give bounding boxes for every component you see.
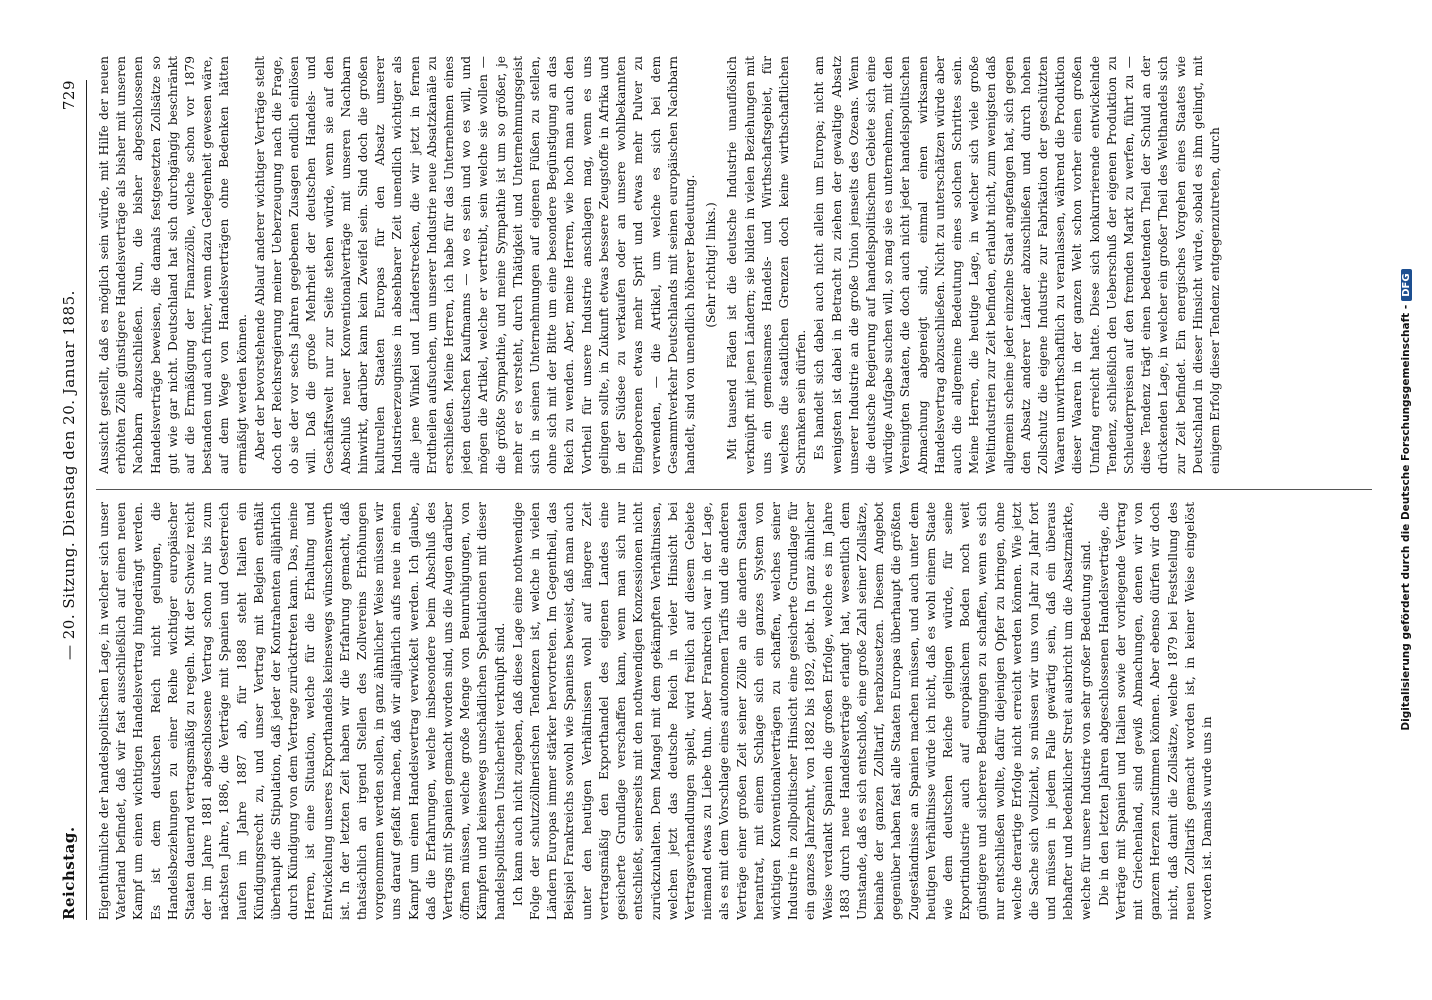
paragraph: Aber der bevorstehende Ablauf anderer wichtiger Verträge stellt doch der Reichsregierung meiner Ueberzeugung nach die Frage, ob sie der vor sechs Jahren gegebenen Zusagen endlich einlösen will. Daß die große Mehrheit der deutschen Handels- und Geschäftswelt nur zur Seite stehen würde, wenn sie auf den Abschluß neuer Konventionalverträge mit unseren Nachbarn hinwirkt, darüber kann kein Zweifel sein. Sind doch die großen kulturellen Staaten Europas für den Absatz unserer Industrieerzeugnisse in absehbarer Zeit unendlich wichtiger als alle jene Winkel und Länderstrecken, die wir jetzt in fernen Erdtheilen aufsuchen, um unserer Industrie neue Absatzkanäle zu erschließen. Meine Herren, ich habe für das Unternehmen eines jeden deutschen Kaufmanns — wo es sein und wo es will, und mögen die Artikel, welche er vertreibt, sein welche sie wollen — die größte Sympathie, und meine Sympathie ist um so größer, je mehr er es versteht, durch Thätigkeit und Unternehmungsgeist sich in seinen Unternehmungen auf eigenen Füßen zu stellen, ohne sich mit der Bitte um eine besondere Begünstigung an das Reich zu wenden. Aber, meine Herren, wie hoch man auch den Vortheil für unsere Industrie anschlagen mag, wenn es uns gelingen sollte, in Zukunft etwas bessere Zeugstoffe in Afrika und in der Südsee zu verkaufen oder an unsere wohlbekannten Eingeborenen etwas mehr Sprit und etwas mehr Pulver zu verwenden, — die Artikel, um welche es sich bei dem Gesammtverkehr Deutschlands mit seinen europäischen Nachbarn handelt, sind von unendlich höherer Bedeutung. [252, 56, 697, 474]
digitization-credit [1388, 20, 1428, 980]
column-divider [96, 489, 1372, 490]
paragraph: Mit tausend Fäden ist die deutsche Industrie unauflöslich verknüpft mit jenen Ländern; sie bilden in vielen Beziehungen mit uns ein gemeinsames Handels- und Wirthschaftsgebiet, für welches die staatlichen Grenzen doch keine wirthschaftlichen Schranken sein dürfen. [725, 56, 809, 474]
paragraph: Eigenthümliche der handelspolitischen Lage, in welcher sich unser Vaterland befindet, daß wir fast ausschließlich auf einen neuen Kampf um einen wichtigen Handelsvertrag hingedrängt werden. Es ist dem deutschen Reich nicht gelungen, die Handelsbeziehungen zu einer Reihe wichtiger europäischer Staaten dauernd vertragsmäßig zu regeln. Mit der Schweiz reicht der im Jahre 1881 abgeschlossene Vertrag schon nur bis zum nächsten Jahre, 1886, die Verträge mit Spanien und Oesterreich laufen im Jahre 1887 ab, für 1888 steht Italien ein Kündigungsrecht zu, und unser Vertrag mit Belgien enthält überhaupt die Stipulation, daß jeder der Kontrahenten alljährlich durch Kündigung von dem Vertrage zurücktreten kann. Das, meine Herren, ist eine Situation, welche für die Erhaltung und Entwickelung unseres Exporthandels keineswegs wünschenswerth ist. In der letzten Zeit haben wir die Erfahrung gemacht, daß thatsächlich an irgend Stellen des Zollvereins Erhöhungen vorgenommen werden sollen, in ganz ähnlicher Weise müssen wir uns darauf gefaßt machen, daß wir alljährlich aufs neue in einen Kampf um einen Handelsvertrag verwickelt werden. Ich glaube, daß die Erfahrungen, welche insbesondere beim Abschluß des Vertrags mit Spanien gemacht worden sind, uns die Augen darüber öffnen müssen, welche große Menge von Beunruhigungen, von Kämpfen und keineswegs unschädlichen Spekulationen mit dieser handelspolitischen Unsicherheit verknüpft sind. [97, 502, 507, 920]
header-center: — 20. Sitzung. Dienstag den 20. Januar 1885. [60, 290, 78, 660]
running-header [60, 80, 84, 920]
header-left: Reichstag. [60, 826, 78, 920]
interjection: (Sehr richtig! links.) [704, 202, 719, 328]
paragraph: Ich kann auch nicht zugeben, daß diese Lage eine nothwendige Folge der schutzzöllnerischen Tendenzen ist, welche in vielen Ländern Europas immer stärker hervortreten. Im Gegentheil, das Beispiel Frankreichs sowohl wie Spaniens beweist, daß man auch unter den heutigen Verhältnissen wohl auf längere Zeit vertragsmäßig den Exporthandel des eigenen Landes eine gesicherte Grundlage verschaffen kann, wenn man sich nur entschließt, seinerseits mit den nothwendigen Konzessionen nicht zurückzuhalten. Dem Mangel mit dem gekämpften Verhältnissen, welchen jetzt das deutsche Reich in vieler Hinsicht bei Vertragsverhandlungen spielt, wird freilich auf diesem Gebiete niemand etwas zu Liebe thun. Aber Frankreich war in der Lage, als es mit dem Vorschlage eines autonomen Tarifs und die anderen Verträge einer großen Zeit seiner Zölle an die andern Staaten herantrat, mit einem Schlage sich ein ganzes System von wichtigen Konventionalverträgen zu schaffen, welches seiner Industrie in zollpolitischer Hinsicht eine gesicherte Grundlage für ein ganzes Jahrzehnt, von 1882 bis 1892, giebt. In ganz ähnlicher Weise verdankt Spanien die großen Erfolge, welche es im Jahre 1883 durch neue Handelsverträge erlangt hat, wesentlich dem Umstande, daß es sich entschloß, eine große Zahl seiner Zollsätze, beinahe der ganzen Zolltarif, herabzusetzen. Diesem Angebot gegenüber haben fast alle Staaten Europas überhaupt die größten Zugeständnisse an Spanien machen müssen, und auch unter dem heutigen Verhältnisse würde ich nicht, daß es wohl einem Staate wie dem deutschen Reiche gelingen würde, für seine Exportindustrie auch auf europäischem Boden noch weit günstigere und sicherere Bedingungen zu schaffen, wenn es sich nur entschließen wollte, dafür diejenigen Opfer zu bringen, ohne welche derartige Erfolge nicht erreicht werden können. Wie jetzt die Sache sich vollzieht, so müssen wir uns von Jahr zu Jahr fort und müssen in jedem Falle gewärtig sein, daß ein überaus lebhafter und bedenklicher Streit ausbricht um die Absatzmärkte, welche für unsere Industrie von sehr großer Bedeutung sind. [510, 502, 1093, 920]
credit-text: Digitalisierung gefördert durch die Deutsche Forschungsgemeinschaft - [1400, 304, 1412, 731]
page-number: 729 [60, 80, 78, 111]
paragraph: Es handelt sich dabei auch nicht allein um Europa; nicht am wenigsten ist dabei in Betracht zu ziehen der gewaltige Absatz unserer Industrie an die große Union jenseits des Ozeans. Wenn die deutsche Regierung auf handelspolitischem Gebiete sich eine würdige Aufgabe suchen will, so mag sie es unternehmen, mit den Vereinigten Staaten, die doch auch nicht jeder handelspolitischen Abmachung abgeneigt sind, einmal einen wirksamen Handelsvertrag abzuschließen. Nicht zu unterschätzen würde aber auch die allgemeine Bedeutung eines solchen Schrittes sein. Meine Herren, die heutige Lage, in welcher sich viele große Weltindustrien zur Zeit befinden, erlaubt nicht, zum wenigsten daß allgemein scheine jeder einzelne Staat angefangen hat, sich gegen den Absatz anderer Länder abzuschließen und durch hohen Zollschutz die eigene Industrie zur Fabrikation der geschützten Waaren unwirthschaftlich zu veranlassen, während die Produktion dieser Waaren in der ganzen Welt schon vorher einen großen Umfang erreicht hatte. Diese sich konkurrierende entwickelnde Tendenz, schließlich den Ueberschuß der eigenen Produktion zu Schleuderpreisen auf den fremden Markt zu werfen, führt zu — diese Tendenz trägt einen bedeutenden Theil der Schuld an der drückenden Lage, in welcher ein großer Theil des Welthandels sich zur Zeit befindet. Ein energisches Vorgehen eines Staates wie Deutschland in dieser Hinsicht würde, sobald es ihm gelingt, mit einigem Erfolg dieser Tendenz entgegenzutreten, durch [812, 56, 1222, 474]
paragraph: Die in den letzten Jahren abgeschlossenen Handelsverträge, die Verträge mit Spanien und Italien sowie der vorliegende Vertrag mit Griechenland, sind gewiß Abmachungen, denen wir von ganzem Herzen zustimmen können. Aber ebenso dürfen wir doch nicht, daß damit die Zollsätze, welche 1879 bei Feststellung des neuen Zolltarifs gemacht worden ist, in keiner Weise eingelöst worden ist. Damals wurde uns in [1096, 502, 1214, 920]
right-column [96, 56, 1372, 474]
dfg-logo: DFG [1401, 269, 1412, 300]
left-column [96, 502, 1372, 920]
header-rule [86, 80, 87, 920]
paragraph: Aussicht gestellt, daß es möglich sein würde, mit Hilfe der neuen erhöhten Zölle günstigere Handelsverträge als bisher mit unseren Nachbarn abzuschließen. Nun, die bisher abgeschlossenen Handelsverträge beweisen, die damals festgesetzten Zollsätze so gut wie gar nicht. Deutschland hat sich durchgängig beschränkt auf die Ermäßigung der Finanzzölle, welche schon vor 1879 bestanden und auch früher, wenn dazu Gelegenheit gewesen wäre, auf dem Wege von Handelsverträgen ohne Bedenken hätten ermäßigt werden können. [97, 56, 249, 474]
